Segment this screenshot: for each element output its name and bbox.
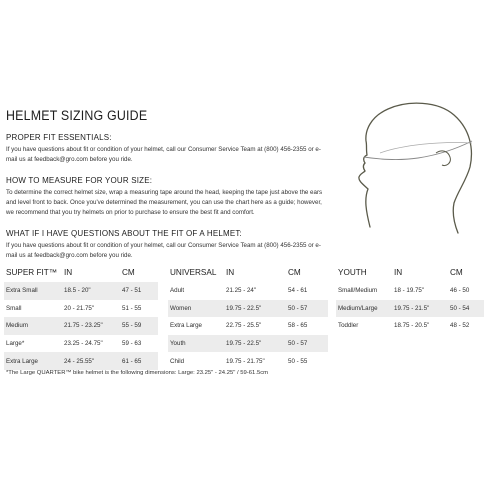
section-heading-fit: PROPER FIT ESSENTIALS: [6, 132, 112, 142]
column-header: IN [64, 267, 73, 277]
table-cell: 50 - 57 [286, 335, 328, 353]
section-body-measure: To determine the correct helmet size, wrap a measuring tape around the head, keeping the tape just above the ears and level front to back. Once you've determined the measurement, you can use the chart here as a guide; however, we recommend that you try helmets on prior to purchase to ensure the best fit and comfort. [6, 189, 323, 216]
table-cell: 50 - 55 [288, 357, 308, 365]
table-cell: Child [170, 357, 185, 365]
table-cell: 55 - 59 [120, 317, 158, 335]
column-header: YOUTH [338, 267, 367, 277]
table-row [168, 317, 328, 335]
table-cell: 20 - 21.75" [64, 304, 95, 312]
table-cell: 22.75 - 25.5" [226, 322, 262, 330]
table-cell: Adult [170, 287, 185, 295]
table-cell: Large* [6, 340, 25, 348]
table-cell: Small [6, 304, 22, 312]
column-header: CM [288, 267, 301, 277]
table-cell: Toddler [338, 322, 359, 330]
table-row [336, 300, 484, 318]
column-header: CM [450, 267, 463, 277]
table-cell: Women [168, 300, 224, 318]
table-cell: 21.75 - 23.25" [62, 317, 120, 335]
size-table-youth [336, 262, 484, 335]
table-row [168, 300, 328, 318]
table-cell: 18.75 - 20.5" [394, 322, 430, 330]
column-header: CM [122, 267, 135, 277]
table-row [336, 317, 484, 335]
table-cell: 50 - 57 [286, 300, 328, 318]
table-cell: 24 - 25.55" [62, 352, 120, 370]
table-cell: 61 - 65 [120, 352, 158, 370]
head-profile-icon [346, 101, 486, 247]
column-header: IN [226, 267, 235, 277]
table-cell: 18.5 - 20" [62, 282, 120, 300]
table-cell: 19.75 - 21.5" [392, 300, 448, 318]
column-header: IN [394, 267, 403, 277]
page-title: HELMET SIZING GUIDE [6, 108, 148, 123]
table-cell: Youth [168, 335, 224, 353]
table-cell: 19.75 - 22.5" [224, 300, 286, 318]
table-cell: 47 - 51 [120, 282, 158, 300]
section-body-questions: If you have questions about fit or condition of your helmet, call our Consumer Service Team at (800) 456-2355 or e-mail us at feedback@gro.com before you ride. [6, 242, 321, 259]
table-header [4, 262, 158, 282]
table-cell: 18 - 19.75" [394, 287, 425, 295]
table-cell: 59 - 63 [122, 340, 142, 348]
table-row [4, 317, 158, 335]
table-cell: Small/Medium [338, 287, 378, 295]
column-header: UNIVERSAL [170, 267, 217, 277]
footnote: *The Large QUARTER™ bike helmet is the following dimensions: Large: 23.25" - 24.25" / 59-61.5cm [6, 370, 269, 376]
table-cell: Extra Large [4, 352, 62, 370]
table-row [4, 335, 158, 353]
table-cell: 46 - 50 [450, 287, 470, 295]
table-row [168, 335, 328, 353]
table-cell: 51 - 55 [122, 304, 142, 312]
table-cell: Extra Large [170, 322, 202, 330]
table-cell: 21.25 - 24" [226, 287, 257, 295]
table-row [168, 282, 328, 300]
table-cell: 19.75 - 21.75" [226, 357, 265, 365]
table-cell: Medium/Large [336, 300, 392, 318]
table-cell: Medium [4, 317, 62, 335]
size-table-universal [168, 262, 328, 370]
table-row [4, 300, 158, 318]
section-heading-measure: HOW TO MEASURE FOR YOUR SIZE: [6, 175, 153, 185]
section-body-fit: If you have questions about fit or condition of your helmet, call our Consumer Service Team at (800) 456-2355 or e-mail us at feedback@gro.com before you ride. [6, 146, 321, 163]
table-cell: 50 - 54 [448, 300, 484, 318]
table-cell: 19.75 - 22.5" [224, 335, 286, 353]
table-cell: Extra Small [4, 282, 62, 300]
table-header [336, 262, 484, 282]
table-row [168, 352, 328, 370]
table-cell: 54 - 61 [288, 287, 308, 295]
table-header [168, 262, 328, 282]
table-cell: 58 - 65 [288, 322, 308, 330]
table-cell: 48 - 52 [450, 322, 470, 330]
column-header: SUPER FIT™ [6, 267, 57, 277]
size-table-super-fit [4, 262, 158, 370]
table-cell: 23.25 - 24.75" [64, 340, 103, 348]
table-row [4, 352, 158, 370]
table-row [336, 282, 484, 300]
section-heading-questions: WHAT IF I HAVE QUESTIONS ABOUT THE FIT OF A HELMET: [6, 228, 242, 238]
table-row [4, 282, 158, 300]
